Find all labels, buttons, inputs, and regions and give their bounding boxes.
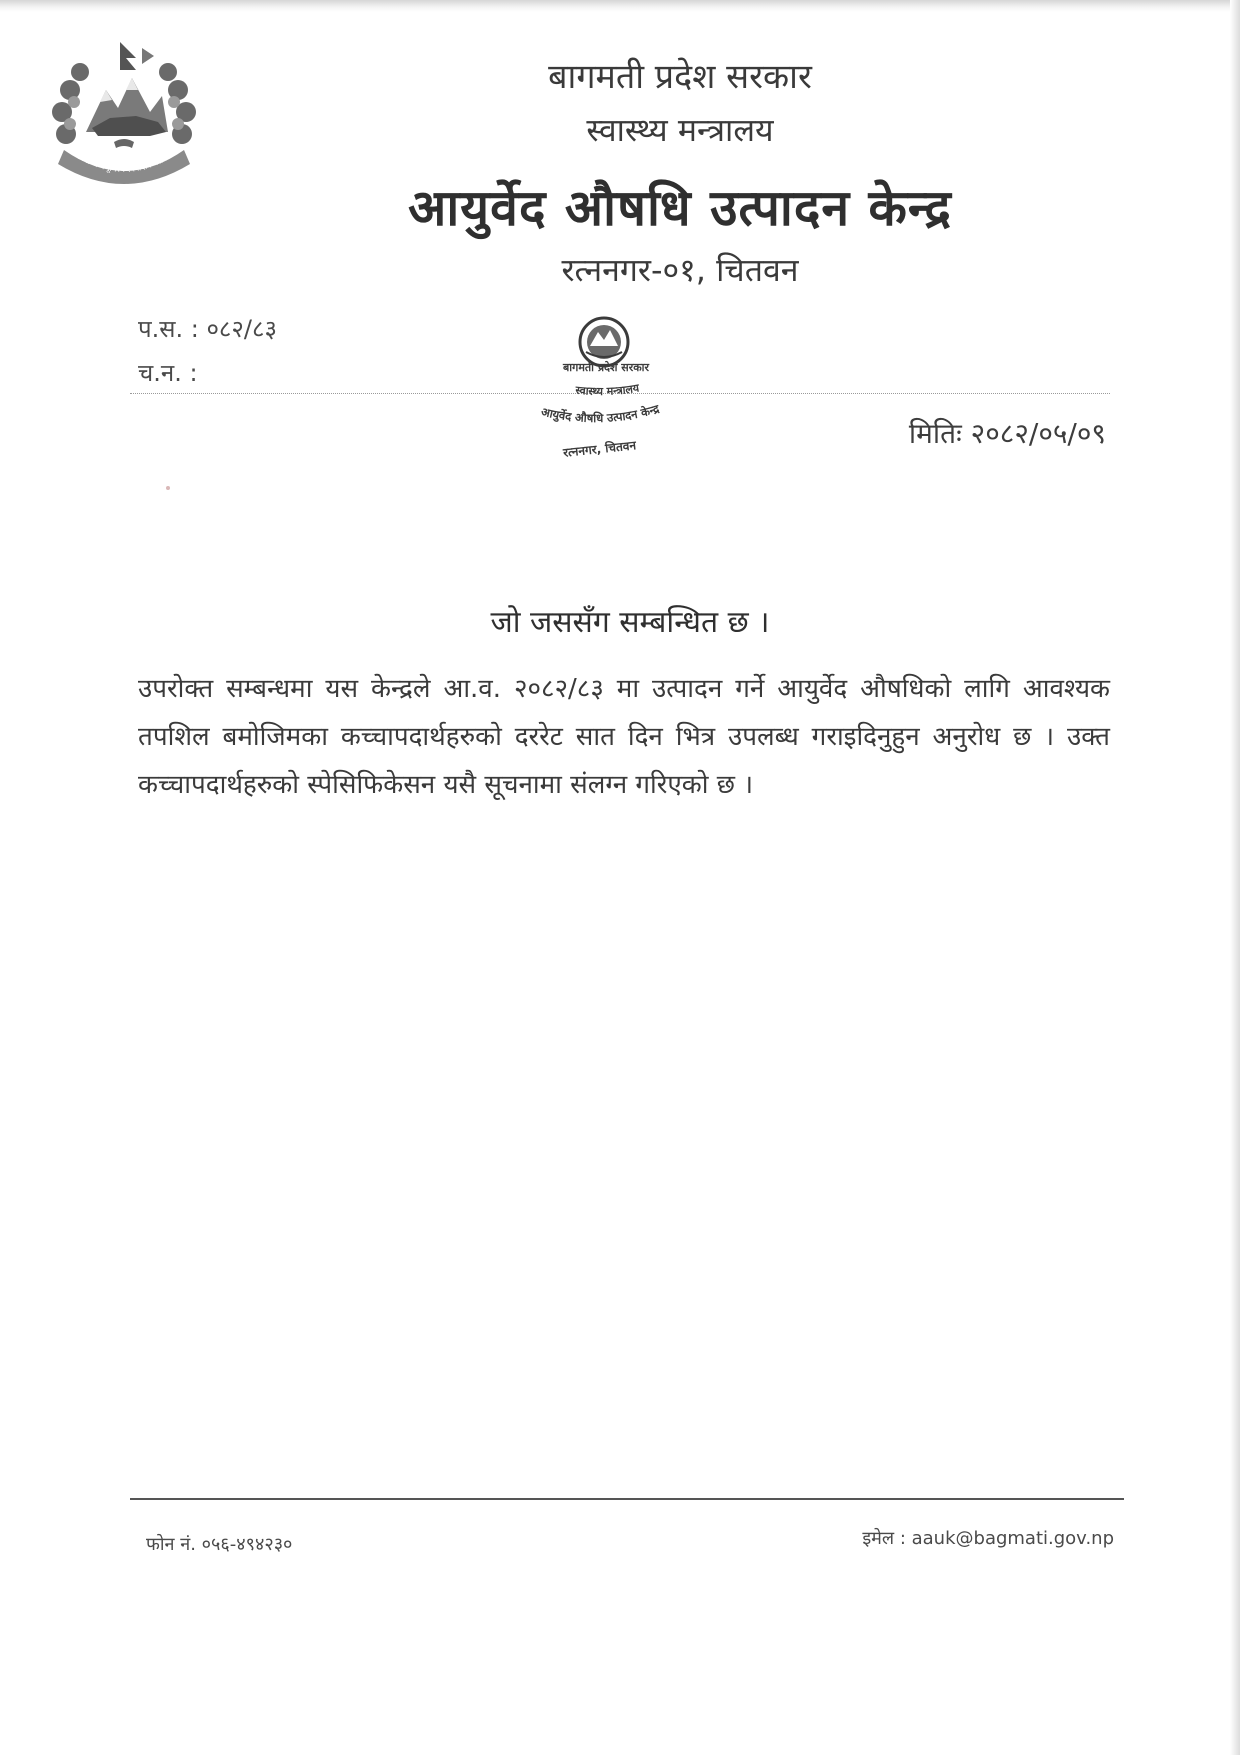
stamp-line-1: बागमती प्रदेश सरकार <box>563 361 649 374</box>
office-address: रत्ननगर-०१, चितवन <box>561 251 799 289</box>
stamp-line-2: स्वास्थ्य मन्त्रालय <box>574 381 641 399</box>
ministry-name: स्वास्थ्य मन्त्रालय <box>586 111 774 149</box>
office-stamp <box>500 312 700 462</box>
scan-speck <box>166 486 170 490</box>
office-name: आयुर्वेद औषधि उत्पादन केन्द्र <box>408 179 952 237</box>
stamp-line-4: रत्ननगर, चितवन <box>562 438 637 460</box>
footer-phone: फोन नं. ०५६-४९४२३० <box>146 1534 293 1555</box>
letter-date: मितिः २०८२/०५/०९ <box>908 417 1106 450</box>
stamp-line-3: आयुर्वेद औषधि उत्पादन केन्द्र <box>539 401 661 426</box>
letter-subject: जो जससँग सम्बन्धित छ । <box>490 605 770 640</box>
scan-edge-top <box>0 0 1240 12</box>
stamp-emblem-icon <box>580 318 628 366</box>
chalani-number: च.न. : <box>138 359 198 387</box>
patra-sankhya: प.स. : ०८२/८३ <box>138 315 277 343</box>
footer-divider <box>130 1498 1124 1500</box>
footer-email: इमेल : aauk@bagmati.gov.np <box>862 1528 1114 1549</box>
letter-body: उपरोक्त सम्बन्धमा यस केन्द्रले आ.व. २०८२/८३ मा उत्पादन गर्ने आयुर्वेद औषधिको लागि आवश्यक तपशिल बमोजिमका कच्चापदार्थहरुको दररेट सात दिन भित्र उपलब्ध गराइदिनुहुन अनुरोध छ । उक्त कच्चापदार्थहरुको स्पेसिफिकेसन यसै सूचनामा संलग्न गरिएको छ । <box>138 674 1110 800</box>
government-name: बागमती प्रदेश सरकार <box>548 57 812 97</box>
svg-text:आयुर्वेद औषधि उत्पादन केन्द्र <box>540 401 662 425</box>
svg-text:स्वास्थ्य मन्त्रालय <box>574 381 641 398</box>
emblem-motto: जननी जन्मभूमिश्च स्वर्गादपि गरीयसी <box>73 150 175 175</box>
